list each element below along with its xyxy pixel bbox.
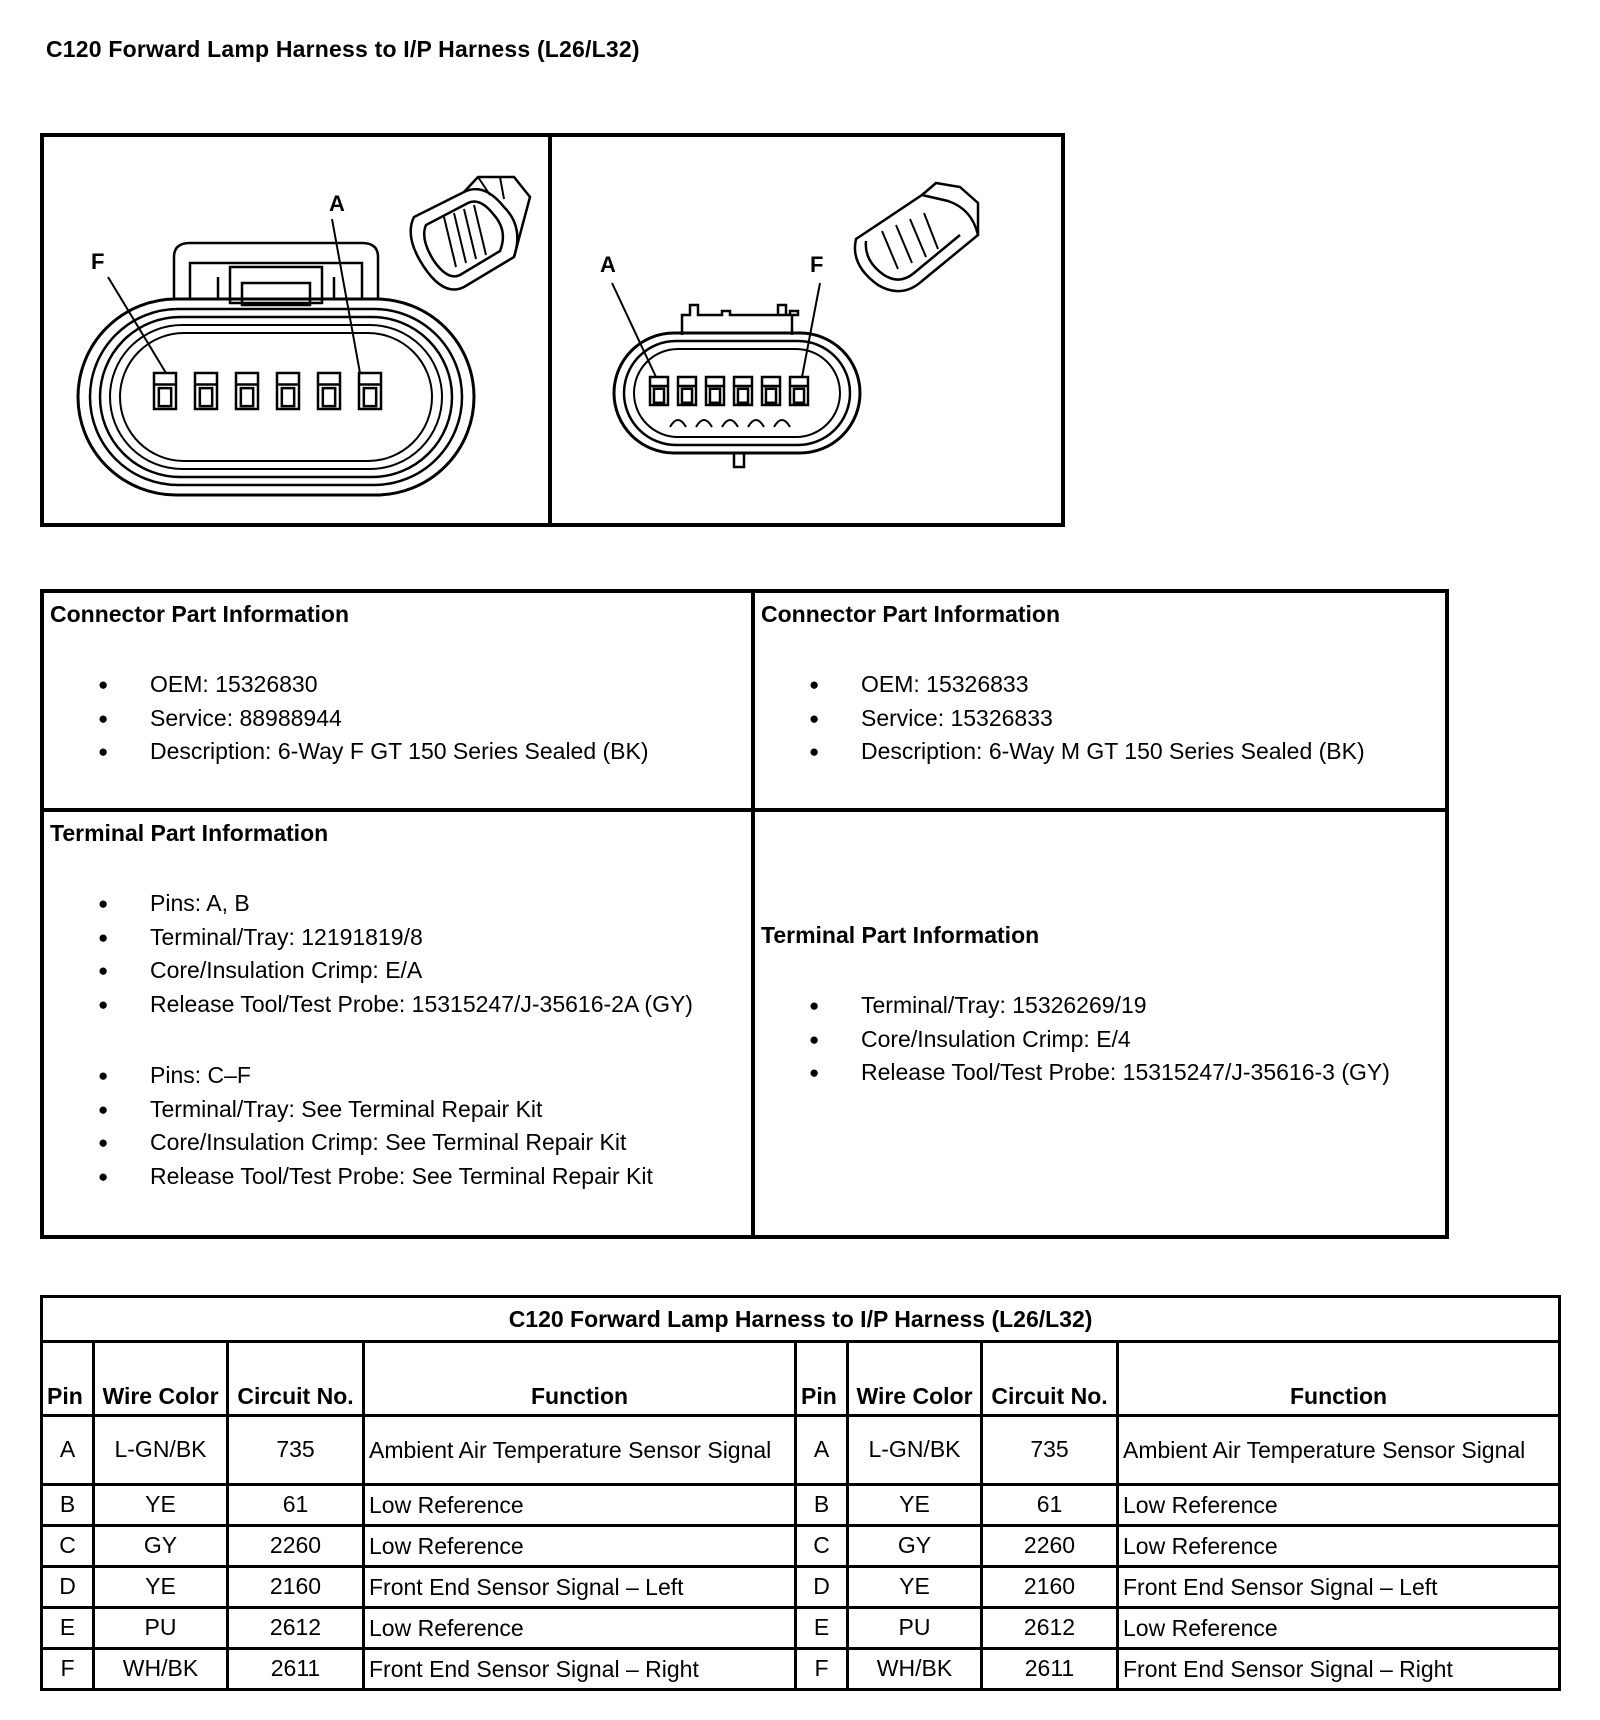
- function-cell: Front End Sensor Signal – Left: [1118, 1566, 1560, 1607]
- male-pin-label-f: F: [810, 252, 824, 277]
- female-pin-label-f: F: [91, 249, 105, 274]
- pin-cell: E: [796, 1607, 848, 1648]
- female-connector-view: [44, 137, 552, 523]
- female-cavity-e: [195, 373, 217, 409]
- pin-cell: C: [796, 1525, 848, 1566]
- circuit-cell: 2260: [228, 1525, 364, 1566]
- pinout-table-caption: C120 Forward Lamp Harness to I/P Harness (L26/L32): [42, 1297, 1560, 1342]
- function-cell: Ambient Air Temperature Sensor Signal: [364, 1416, 796, 1485]
- male-terminal-info-cell: [755, 812, 1445, 1235]
- header-circuit-no: Circuit No.: [228, 1342, 364, 1416]
- wire-color-cell: WH/BK: [94, 1648, 228, 1689]
- list-item: ● Service: 88988944: [44, 702, 751, 736]
- wire-color-cell: PU: [94, 1607, 228, 1648]
- table-row: [42, 1648, 1560, 1689]
- male-cavity-b: [678, 377, 696, 405]
- circuit-cell: 735: [228, 1416, 364, 1485]
- wire-color-cell: YE: [94, 1566, 228, 1607]
- pin-cell: A: [42, 1416, 94, 1485]
- list-item: ● Description: 6-Way M GT 150 Series Sealed (BK): [755, 735, 1445, 769]
- function-cell: Low Reference: [1118, 1525, 1560, 1566]
- function-cell: Low Reference: [1118, 1484, 1560, 1525]
- wire-color-cell: GY: [94, 1525, 228, 1566]
- circuit-cell: 2611: [228, 1648, 364, 1689]
- function-cell: Low Reference: [364, 1607, 796, 1648]
- female-terminal-heading: Terminal Part Information: [50, 820, 329, 846]
- circuit-cell: 735: [982, 1416, 1118, 1485]
- table-row: [42, 1566, 1560, 1607]
- pin-cell: F: [796, 1648, 848, 1689]
- list-item: ● OEM: 15326830: [44, 668, 751, 702]
- female-connector-drawing: [44, 137, 548, 523]
- pin-cell: E: [42, 1607, 94, 1648]
- list-item: ● Service: 15326833: [755, 702, 1445, 736]
- pin-cell: F: [42, 1648, 94, 1689]
- header-wire-color: Wire Color: [94, 1342, 228, 1416]
- male-cavity-a: [650, 377, 668, 405]
- list-item: ● Core/Insulation Crimp: E/A: [44, 954, 751, 988]
- female-terminal-info-cell: [44, 812, 755, 1235]
- circuit-cell: 2612: [228, 1607, 364, 1648]
- pinout-header-row: [42, 1342, 1560, 1416]
- wire-color-cell: PU: [848, 1607, 982, 1648]
- male-connector-drawing: [552, 137, 1061, 523]
- table-row: [42, 1607, 1560, 1648]
- female-connector-heading: Connector Part Information: [50, 601, 350, 627]
- pinout-table: [40, 1295, 1561, 1691]
- female-terminal-list-cf: [44, 1059, 751, 1193]
- function-cell: Low Reference: [1118, 1607, 1560, 1648]
- wire-color-cell: YE: [848, 1566, 982, 1607]
- male-connector-heading: Connector Part Information: [761, 601, 1061, 627]
- male-pin-label-a: A: [600, 252, 616, 277]
- list-item: ● Terminal/Tray: See Terminal Repair Kit: [44, 1093, 751, 1127]
- wire-color-cell: GY: [848, 1525, 982, 1566]
- circuit-cell: 2160: [228, 1566, 364, 1607]
- header-circuit-no: Circuit No.: [982, 1342, 1118, 1416]
- male-terminal-heading: Terminal Part Information: [761, 922, 1040, 948]
- male-cavity-d: [734, 377, 752, 405]
- list-item: ● Terminal/Tray: 12191819/8: [44, 921, 751, 955]
- circuit-cell: 2260: [982, 1525, 1118, 1566]
- female-connector-info-cell: [44, 593, 755, 812]
- table-row: [42, 1484, 1560, 1525]
- wire-color-cell: YE: [848, 1484, 982, 1525]
- circuit-cell: 61: [228, 1484, 364, 1525]
- female-terminal-list-ab: [44, 887, 751, 1021]
- wire-color-cell: WH/BK: [848, 1648, 982, 1689]
- list-item: ● Description: 6-Way F GT 150 Series Sealed (BK): [44, 735, 751, 769]
- header-pin: Pin: [42, 1342, 94, 1416]
- circuit-cell: 2612: [982, 1607, 1118, 1648]
- pin-cell: D: [796, 1566, 848, 1607]
- connector-drawings: [40, 133, 1065, 527]
- list-item: ● Core/Insulation Crimp: E/4: [755, 1023, 1445, 1057]
- part-information-table: [40, 589, 1449, 1239]
- female-connector-list: [44, 668, 751, 769]
- table-row: [42, 1416, 1560, 1485]
- pin-cell: B: [42, 1484, 94, 1525]
- female-pin-label-a: A: [329, 191, 345, 216]
- circuit-cell: 2611: [982, 1648, 1118, 1689]
- pin-cell: A: [796, 1416, 848, 1485]
- list-item: ● Pins: C–F: [44, 1059, 751, 1093]
- male-cavity-e: [762, 377, 780, 405]
- male-connector-list: [755, 668, 1445, 769]
- function-cell: Ambient Air Temperature Sensor Signal: [1118, 1416, 1560, 1485]
- list-item: ● Release Tool/Test Probe: See Terminal Repair Kit: [44, 1160, 751, 1194]
- function-cell: Front End Sensor Signal – Right: [1118, 1648, 1560, 1689]
- header-wire-color: Wire Color: [848, 1342, 982, 1416]
- function-cell: Front End Sensor Signal – Right: [364, 1648, 796, 1689]
- male-cavity-c: [706, 377, 724, 405]
- list-item: ● OEM: 15326833: [755, 668, 1445, 702]
- wire-color-cell: L-GN/BK: [94, 1416, 228, 1485]
- list-item: ● Release Tool/Test Probe: 15315247/J-35616-2A (GY): [44, 988, 751, 1022]
- male-connector-info-cell: [755, 593, 1445, 812]
- function-cell: Low Reference: [364, 1525, 796, 1566]
- function-cell: Front End Sensor Signal – Left: [364, 1566, 796, 1607]
- male-cavity-f: [790, 377, 808, 405]
- circuit-cell: 61: [982, 1484, 1118, 1525]
- page-title: C120 Forward Lamp Harness to I/P Harness (L26/L32): [46, 36, 640, 62]
- pin-cell: C: [42, 1525, 94, 1566]
- female-cavity-c: [277, 373, 299, 409]
- male-connector-view: [552, 137, 1061, 523]
- circuit-cell: 2160: [982, 1566, 1118, 1607]
- female-cavity-a: [359, 373, 381, 409]
- header-pin: Pin: [796, 1342, 848, 1416]
- pin-cell: B: [796, 1484, 848, 1525]
- list-item: ● Release Tool/Test Probe: 15315247/J-35616-3 (GY): [755, 1056, 1445, 1090]
- wire-color-cell: L-GN/BK: [848, 1416, 982, 1485]
- female-cavity-d: [236, 373, 258, 409]
- list-item: ● Core/Insulation Crimp: See Terminal Repair Kit: [44, 1126, 751, 1160]
- header-function: Function: [1118, 1342, 1560, 1416]
- header-function: Function: [364, 1342, 796, 1416]
- function-cell: Low Reference: [364, 1484, 796, 1525]
- wire-color-cell: YE: [94, 1484, 228, 1525]
- pin-cell: D: [42, 1566, 94, 1607]
- list-item: ● Pins: A, B: [44, 887, 751, 921]
- table-row: [42, 1525, 1560, 1566]
- female-cavity-f: [154, 373, 176, 409]
- list-item: ● Terminal/Tray: 15326269/19: [755, 989, 1445, 1023]
- male-terminal-list: [755, 989, 1445, 1090]
- female-cavity-b: [318, 373, 340, 409]
